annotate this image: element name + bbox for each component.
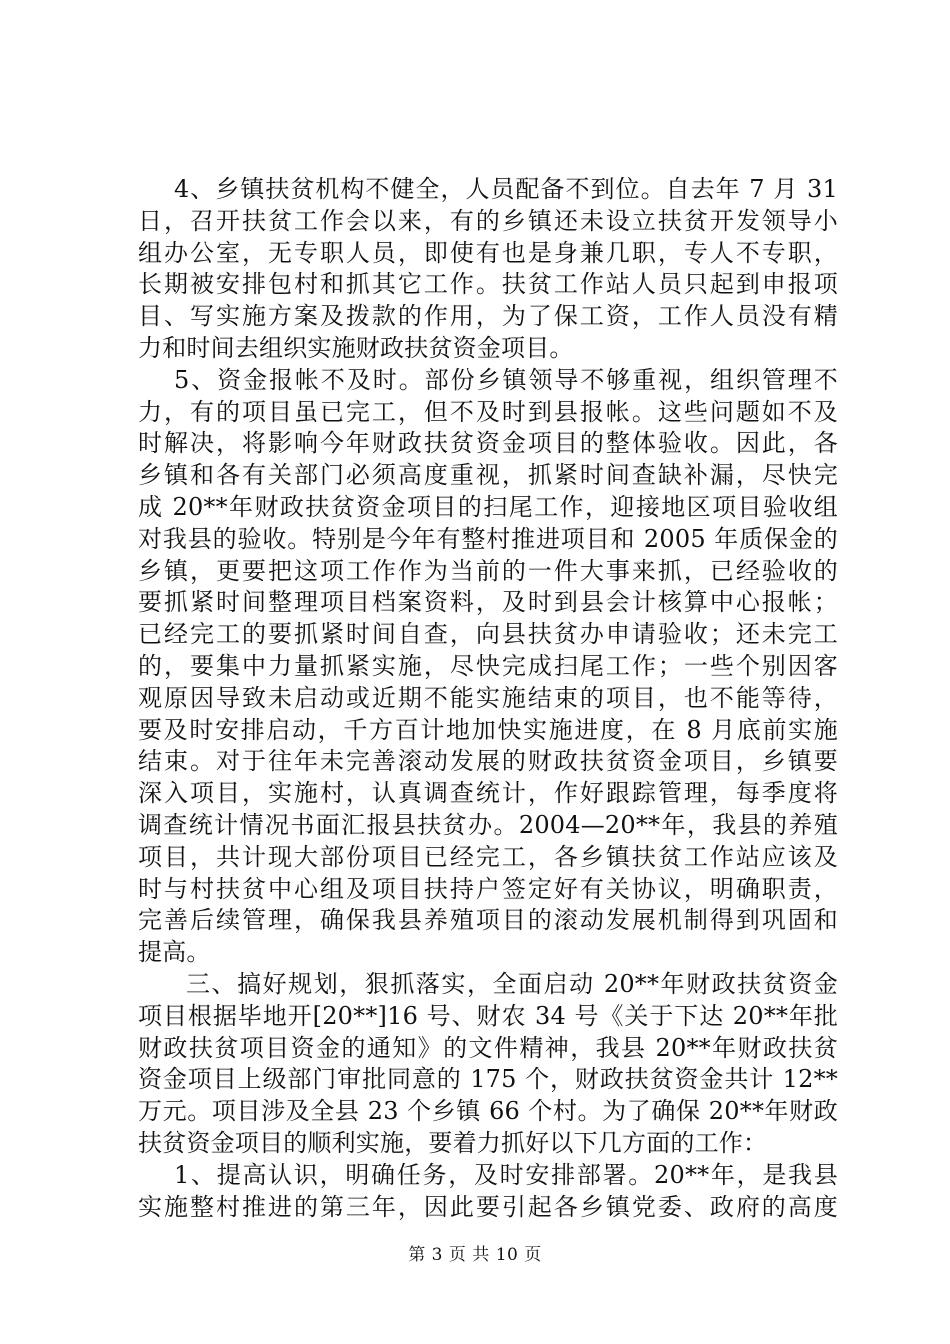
paragraph-5-line: 完善后续管理，确保我县养殖项目的滚动发展机制得到巩固和 bbox=[138, 906, 838, 935]
paragraph-5-line: 观原因导致未启动或近期不能实施结束的项目，也不能等待， bbox=[138, 683, 838, 712]
section-3-line: 资金项目上级部门审批同意的 175 个，财政扶贫资金共计 12** bbox=[138, 1065, 838, 1094]
section-3-line: 万元。项目涉及全县 23 个乡镇 66 个村。为了确保 20**年财政 bbox=[138, 1097, 838, 1126]
paragraph-4-line: 组办公室，无专职人员，即使有也是身兼几职，专人不专职， bbox=[138, 238, 838, 267]
paragraph-5-line: 力，有的项目虽已完工，但不及时到县报帐。这些问题如不及 bbox=[138, 397, 838, 426]
paragraph-5-line: 项目，共计现大部份项目已经完工，各乡镇扶贫工作站应该及 bbox=[138, 842, 838, 871]
paragraph-5-line: 提高。 bbox=[138, 938, 211, 967]
page-number-footer: 第 3 页 共 10 页 bbox=[408, 1245, 542, 1265]
paragraph-5-line: 时与村扶贫中心组及项目扶持户签定好有关协议，明确职责， bbox=[138, 874, 838, 903]
paragraph-5-line: 乡镇，更要把这项工作作为当前的一件大事来抓，已经验收的 bbox=[138, 556, 838, 585]
section-3-line: 扶贫资金项目的顺利实施，要着力抓好以下几方面的工作： bbox=[138, 1128, 768, 1157]
paragraph-5-line: 要抓紧时间整理项目档案资料，及时到县会计核算中心报帐； bbox=[138, 588, 838, 617]
paragraph-5-line: 的，要集中力量抓紧实施，尽快完成扫尾工作；一些个别因客 bbox=[138, 651, 838, 680]
section-3-line: 三、搞好规划，狠抓落实，全面启动 20**年财政扶贫资金 bbox=[186, 969, 838, 998]
paragraph-4-line: 力和时间去组织实施财政扶贫资金项目。 bbox=[138, 333, 574, 362]
paragraph-5-line: 成 20**年财政扶贫资金项目的扫尾工作，迎接地区项目验收组 bbox=[138, 492, 838, 521]
paragraph-1-line: 1、提高认识，明确任务，及时安排部署。20**年，是我县 bbox=[174, 1160, 838, 1189]
paragraph-1-line: 实施整村推进的第三年，因此要引起各乡镇党委、政府的高度 bbox=[138, 1192, 838, 1221]
section-3-line: 项目根据毕地开[20**]16 号、财农 34 号《关于下达 20**年批 bbox=[138, 1001, 838, 1030]
paragraph-5-line: 结束。对于往年未完善滚动发展的财政扶贫资金项目，乡镇要 bbox=[138, 747, 838, 776]
paragraph-5-line: 时解决，将影响今年财政扶贫资金项目的整体验收。因此，各 bbox=[138, 429, 838, 458]
paragraph-5-line: 调查统计情况书面汇报县扶贫办。2004—20**年，我县的养殖 bbox=[138, 810, 838, 839]
paragraph-5-line: 乡镇和各有关部门必须高度重视，抓紧时间查缺补漏，尽快完 bbox=[138, 461, 838, 490]
paragraph-4-line: 日，召开扶贫工作会以来，有的乡镇还未设立扶贫开发领导小 bbox=[138, 206, 838, 235]
paragraph-5-line: 要及时安排启动，千方百计地加快实施进度，在 8 月底前实施 bbox=[138, 715, 838, 744]
paragraph-4-line: 长期被安排包村和抓其它工作。扶贫工作站人员只起到申报项 bbox=[138, 270, 838, 299]
paragraph-5-line: 对我县的验收。特别是今年有整村推进项目和 2005 年质保金的 bbox=[138, 524, 838, 553]
paragraph-4-line: 目、写实施方案及拨款的作用，为了保工资，工作人员没有精 bbox=[138, 302, 838, 331]
section-3-line: 财政扶贫项目资金的通知》的文件精神，我县 20**年财政扶贫 bbox=[138, 1033, 838, 1062]
paragraph-4-line: 4、乡镇扶贫机构不健全，人员配备不到位。自去年 7 月 31 bbox=[174, 175, 838, 203]
paragraph-5-line: 5、资金报帐不及时。部份乡镇领导不够重视，组织管理不 bbox=[174, 365, 838, 394]
document-body bbox=[138, 174, 838, 1223]
paragraph-5-line: 已经完工的要抓紧时间自查，向县扶贫办申请验收；还未完工 bbox=[138, 620, 838, 649]
paragraph-5-line: 深入项目，实施村，认真调查统计，作好跟踪管理，每季度将 bbox=[138, 779, 838, 808]
